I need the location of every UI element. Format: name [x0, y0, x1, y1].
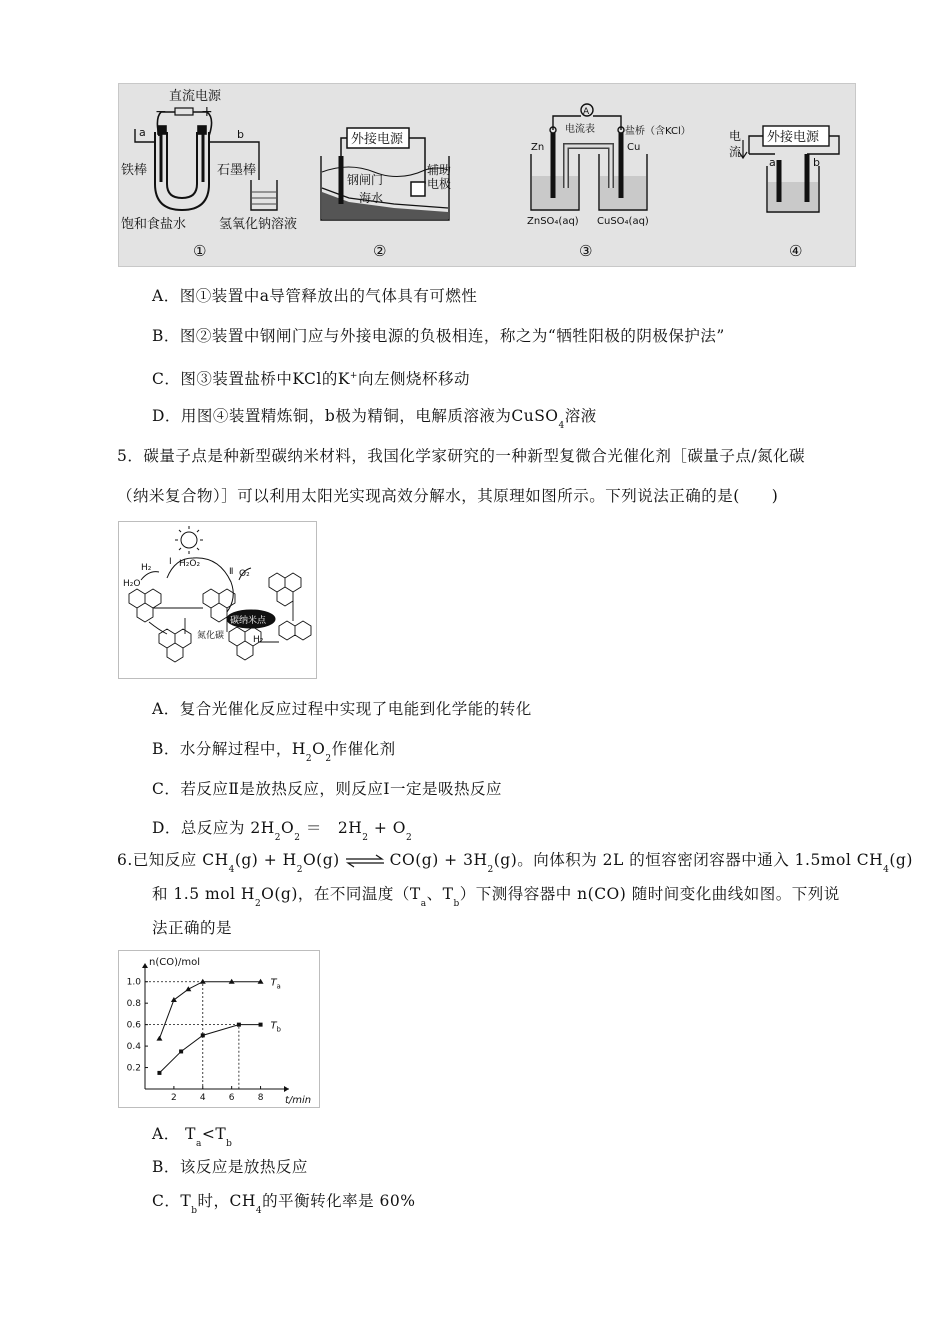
device-3 [527, 104, 691, 260]
q6-l1-e: (g)。向体积为 2L 的恒容密闭容器中通入 1.5mol CH [493, 851, 884, 869]
q4-option-d-text-1: D．用图④装置精炼铜，b极为精铜，电解质溶液为CuSO [152, 407, 559, 425]
d2-gate-label: 钢闸门 [347, 173, 384, 187]
d3-meter-label: 电流表 [565, 124, 595, 135]
q6-c-3: 的平衡转化率是 60% [262, 1192, 416, 1210]
d1-brine-label: 饱和食盐水 [121, 217, 187, 232]
d4-b-label: b [813, 156, 820, 169]
q5-b-1: B．水分解过程中，H [152, 740, 306, 758]
sun-icon [181, 532, 197, 548]
q5-option-a: A．复合光催化反应过程中实现了电能到化学能的转化 [152, 700, 532, 718]
q5-d-3: ＝ 2H [300, 819, 363, 837]
q5-d-2: O [280, 819, 295, 837]
q6-l1-s1: 4 [228, 865, 235, 875]
figure-electrochem-devices [118, 83, 856, 267]
chart-series-line-Ta [159, 982, 260, 1039]
q5-d-s3: 2 [362, 833, 369, 843]
q6-l1-s2: 2 [296, 865, 303, 875]
q6-l1-b: (g) + H [234, 851, 297, 869]
cat-reaction-i-label: Ⅰ [169, 557, 172, 567]
q6-l2-c: 、T [426, 885, 454, 903]
d1-power-label: 直流电源 [169, 89, 222, 104]
q5-stem-line-1: 5．碳量子点是种新型碳纳米材料，我国化学家研究的一种新型复微合光催化剂［碳量子点/氮化碳 [117, 447, 806, 465]
q6-l1-c: O(g) [302, 851, 340, 869]
chart-point-Tb [201, 1033, 205, 1037]
d1-graphite-label: 石墨棒 [217, 163, 257, 178]
chart-guide-tb [145, 1025, 239, 1089]
chart-point-Ta [171, 997, 177, 1002]
cat-carbon-dot-label: 碳纳米点 [230, 616, 267, 626]
q6-a-s2: b [226, 1139, 233, 1149]
d2-aux-label-2: 电极 [427, 177, 452, 191]
q6-a-1: A． T [152, 1125, 196, 1143]
q6-stem-line-2 [152, 884, 840, 909]
cat-o2-label: O₂ [239, 569, 250, 579]
d1-minus: − [155, 104, 167, 120]
device-2 [321, 128, 451, 260]
d1-a-label: a [139, 126, 146, 139]
chart-point-Tb [179, 1049, 183, 1053]
chart-y-tick-label: 0.4 [126, 1042, 141, 1053]
q4-option-c-text-2: 向左侧烧杯移动 [357, 370, 470, 389]
chart-y-tick-label: 0.2 [126, 1063, 141, 1074]
chart-y-arrow-icon [142, 963, 148, 968]
d2-power-label: 外接电源 [351, 132, 404, 147]
d3-meter-symbol: A [583, 107, 590, 117]
chart-y-tick-label: 1.0 [126, 977, 141, 988]
q6-l1-s4: 4 [883, 865, 890, 875]
q5-stem-line-2: （纳米复合物）］可以利用太阳光实现高效分解水，其原理如图所示。下列说法正确的是( ) [117, 487, 779, 505]
chart-legend-sub-Tb: b [276, 1025, 282, 1034]
d1-number: ① [193, 242, 207, 260]
chart-x-tick-label: 6 [228, 1093, 235, 1103]
q4-option-d-text-2: 溶液 [564, 407, 597, 425]
q4-option-c [152, 366, 470, 389]
d3-cu-label: Cu [627, 142, 641, 153]
chart-point-Ta [185, 986, 191, 991]
q6-l2-b: O(g)，在不同温度（T [261, 885, 421, 903]
cat-h2o2-label: H₂O₂ [179, 559, 201, 569]
chart-point-Ta [156, 1036, 162, 1041]
q6-l2-s3: b [453, 899, 460, 909]
q5-option-c: C．若反应Ⅱ是放热反应，则反应Ⅰ一定是吸热反应 [152, 780, 503, 798]
q4-option-a: A．图①装置中a导管释放出的气体具有可燃性 [152, 287, 478, 305]
q6-l2-s1: 2 [254, 899, 262, 909]
q5-b-2: O [312, 740, 326, 758]
chart-legend-sub-Ta: a [276, 982, 281, 991]
cat-h2o-label: H₂O [123, 579, 141, 589]
cat-h2-bottom-label: H₂ [253, 635, 264, 645]
chart-x-arrow-icon [284, 1086, 289, 1092]
q6-option-a [152, 1124, 233, 1149]
chart-x-tick-label: 2 [171, 1093, 177, 1103]
q6-stem-line-3: 法正确的是 [152, 919, 233, 937]
figure-photocatalyst [118, 521, 317, 679]
q5-d-1: D．总反应为 2H [152, 819, 275, 837]
d1-naoh-label: 氢氧化钠溶液 [219, 217, 298, 232]
q6-l2-s2: a [420, 899, 427, 909]
d3-zn-label: Zn [531, 142, 545, 153]
q5-b-s1: 2 [305, 754, 313, 764]
q5-option-d [152, 818, 413, 843]
d4-current-label-1: 电 [729, 129, 742, 143]
q6-l1-a: 6.已知反应 CH [117, 851, 229, 869]
cat-cn-label: 氮化碳 [197, 631, 225, 641]
q5-d-s4: 2 [406, 833, 413, 843]
q6-l1-s3: 2 [487, 865, 494, 875]
chart-y-tick-label: 0.8 [126, 999, 141, 1010]
chart-nco-vs-time [118, 950, 320, 1108]
chart-y-tick-label: 0.6 [126, 1020, 141, 1031]
q5-b-s2: 2 [325, 754, 332, 764]
q6-stem-line-1 [117, 850, 913, 875]
chart-x-tick-label: 4 [199, 1093, 206, 1103]
chart-point-Tb [259, 1023, 263, 1027]
d1-plus: + [201, 104, 213, 120]
d1-iron-label: 铁棒 [121, 163, 148, 178]
q6-c-2: 时，CH [197, 1192, 256, 1210]
chart-series-line-Tb [159, 1025, 260, 1073]
d3-bridge-label: 盐桥（含KCl） [625, 126, 691, 137]
q5-d-s2: 2 [294, 833, 301, 843]
q6-option-c [152, 1191, 416, 1216]
q6-l2-d: ）下测得容器中 n(CO) 随时间变化曲线如图。下列说 [459, 885, 840, 903]
q6-c-s2: 4 [255, 1206, 263, 1216]
q4-option-b: B．图②装置中钢闸门应与外接电源的负极相连，称之为“牺牲阳极的阴极保护法” [152, 327, 725, 345]
q5-d-s1: 2 [274, 833, 281, 843]
cat-reaction-ii-label: Ⅱ [229, 567, 234, 577]
d3-number: ③ [579, 242, 593, 260]
d2-aux-label-1: 辅助 [427, 163, 452, 177]
chart-point-Tb [157, 1071, 161, 1075]
d4-a-label: a [769, 156, 776, 169]
d2-number: ② [373, 242, 387, 260]
chart-x-tick-label: 8 [257, 1093, 264, 1103]
d4-power-label: 外接电源 [767, 130, 820, 145]
q6-l1-d: CO(g) + 3H [389, 851, 488, 869]
d1-b-label: b [237, 128, 244, 141]
chart-point-Tb [237, 1023, 241, 1027]
q6-l2-a: 和 1.5 mol H [152, 885, 255, 903]
d3-znso4-label: ZnSO₄(aq) [527, 216, 579, 227]
equilibrium-arrow-icon [344, 854, 386, 868]
chart-legend-Tb: T [270, 1020, 277, 1032]
q6-c-1: C．T [152, 1192, 192, 1210]
q4-option-c-text-1: C．图③装置盐桥中KCl的K [152, 370, 350, 389]
q5-d-4: + O [368, 819, 407, 837]
d2-sea-label: 海水 [359, 191, 384, 205]
device-4 [729, 126, 839, 260]
q6-l1-f: (g) [889, 851, 913, 869]
q4-option-d-sub: 4 [558, 421, 565, 431]
q6-a-2: <T [201, 1125, 227, 1143]
chart-xlabel: t/min [285, 1095, 312, 1106]
device-1 [121, 88, 297, 260]
q6-option-b: B．该反应是放热反应 [152, 1158, 308, 1176]
q4-option-d [152, 406, 597, 431]
chart-legend-Ta: T [270, 977, 277, 989]
d3-cuso4-label: CuSO₄(aq) [597, 216, 649, 227]
q4-option-c-sup: + [349, 371, 358, 381]
chart-ylabel: n(CO)/mol [149, 957, 201, 968]
cat-h2-label: H₂ [141, 563, 152, 573]
d4-number: ④ [789, 242, 803, 260]
q6-c-s1: b [191, 1206, 198, 1216]
q5-option-b [152, 739, 396, 764]
q6-a-s1: a [195, 1139, 202, 1149]
d4-current-label-2: 流 [729, 145, 742, 159]
q5-b-3: 作催化剂 [331, 740, 396, 758]
